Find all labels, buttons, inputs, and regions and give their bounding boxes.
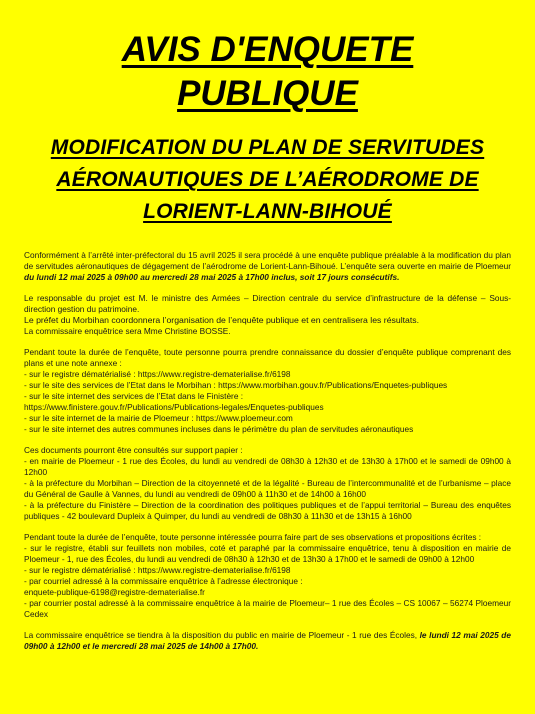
list-item: - par courriel adressé à la commissaire enquêtrice à l’adresse électronique : — [24, 576, 303, 586]
list-item: - sur le site des services de l’Etat dans le Morbihan : https://www.morbihan.gouv.fr/Publications/Enquetes-publiques — [24, 380, 448, 390]
permanence-paragraph — [24, 630, 511, 652]
list-item: - sur le site internet des autres communes incluses dans le périmètre du plan de servitudes aéronautiques — [24, 424, 414, 434]
list-item: - sur le registre dématérialisé : https://www.registre-dematerialise.fr/6198 — [24, 369, 291, 379]
list-item: - sur le site internet de la mairie de Ploemeur : https://www.ploemeur.com — [24, 413, 293, 423]
title-line: PUBLIQUE — [177, 74, 358, 113]
list-item: - sur le registre dématérialisé : https://www.registre-dematerialise.fr/6198 — [24, 565, 291, 575]
notice-subtitle — [24, 132, 511, 228]
prefect-line: Le préfet du Morbihan coordonnera l’organisation de l’enquête publique et en centralisera les résultats. — [24, 315, 420, 325]
commissioner-line: La commissaire enquêtrice sera Mme Christine BOSSE. — [24, 326, 231, 336]
paper-paragraph — [24, 445, 511, 522]
observations-paragraph — [24, 532, 511, 620]
responsible-line: Le responsable du projet est M. le ministre des Armées – Direction centrale du service d’infrastructure de la défense – Sous-direction gestion du patrimoine. — [24, 293, 511, 314]
list-item: - sur le site internet des services de l’Etat dans le Finistère : — [24, 391, 244, 401]
responsible-paragraph — [24, 293, 511, 337]
paper-intro: Ces documents pourront être consultés sur support papier : — [24, 445, 243, 455]
list-item: - à la préfecture du Finistère – Direction de la coordination des politiques publiques et de l’appui territorial – Bureau des enquêtes publiques - 42 boulevard Dupleix à Quimper, du lundi au vendredi de 08h30 à 11h30 et de 13h15 à 16h00 — [24, 500, 511, 521]
list-item: - en mairie de Ploemeur - 1 rue des Écoles, du lundi au vendredi de 08h30 à 12h30 et de 13h30 à 17h00 et le samedi de 09h00 à 12h00 — [24, 456, 511, 477]
observations-intro: Pendant toute la durée de l’enquête, toute personne intéressée pourra faire part de ses observations et propositions écrites : — [24, 532, 482, 542]
permanence-dates: le lundi 12 mai 2025 de 09h00 à 12h00 et le mercredi 28 mai 2025 de 14h00 à 17h00. — [24, 630, 511, 651]
intro-dates: du lundi 12 mai 2025 à 09h00 au mercredi 28 mai 2025 à 17h00 inclus, soit 17 jours consécutifs. — [24, 272, 400, 282]
notice-body — [24, 250, 511, 652]
subtitle-line: AÉRONAUTIQUES DE L’AÉRODROME DE — [56, 168, 479, 191]
list-item: https://www.finistere.gouv.fr/Publications/Publications-legales/Enquetes-publiques — [24, 402, 324, 412]
intro-paragraph — [24, 250, 511, 283]
notice-title — [24, 28, 511, 116]
subtitle-line: MODIFICATION DU PLAN DE SERVITUDES — [50, 136, 485, 159]
intro-text: Conformément à l’arrêté inter-préfectoral du 15 avril 2025 il sera procédé à une enquête publique préalable à la modification du plan de servitudes aéronautiques de dégagement de l’aérodrome de Lorient-Lann-Bihoué. L’enquête sera ouverte en mairie de Ploemeur — [24, 250, 511, 271]
subtitle-line: LORIENT-LANN-BIHOUÉ — [143, 200, 392, 223]
consultation-paragraph — [24, 347, 511, 435]
list-item: - à la préfecture du Morbihan – Direction de la citoyenneté et de la légalité - Bureau de l’intercommunalité et de l’urbanisme – place du Général de Gaulle à Vannes, du lundi au vendredi de 09h00 à 11h30 et de 14h00 à 16h00 — [24, 478, 511, 499]
list-item: enquete-publique-6198@registre-dematerialise.fr — [24, 587, 205, 597]
title-line: AVIS D'ENQUETE — [121, 30, 414, 69]
list-item: - par courrier postal adressé à la commissaire enquêtrice à la mairie de Ploemeur– 1 rue des Écoles – CS 10067 – 56274 Ploemeur Cedex — [24, 598, 511, 619]
list-item: - sur le registre, établi sur feuillets non mobiles, coté et paraphé par la commissaire enquêtrice, tenu à disposition en mairie de Ploemeur - 1, rue des Écoles, du lundi au vendredi de 08h30 à 12h30 et de 13h30 à 17h00 et le samedi de 09h00 à 12h00 — [24, 543, 511, 564]
permanence-text: La commissaire enquêtrice se tiendra à la disposition du public en mairie de Ploemeur - 1 rue des Écoles, — [24, 630, 418, 640]
consultation-intro: Pendant toute la durée de l’enquête, toute personne pourra prendre connaissance du dossier d’enquête publique comprenant des plans et une note annexe : — [24, 347, 511, 368]
